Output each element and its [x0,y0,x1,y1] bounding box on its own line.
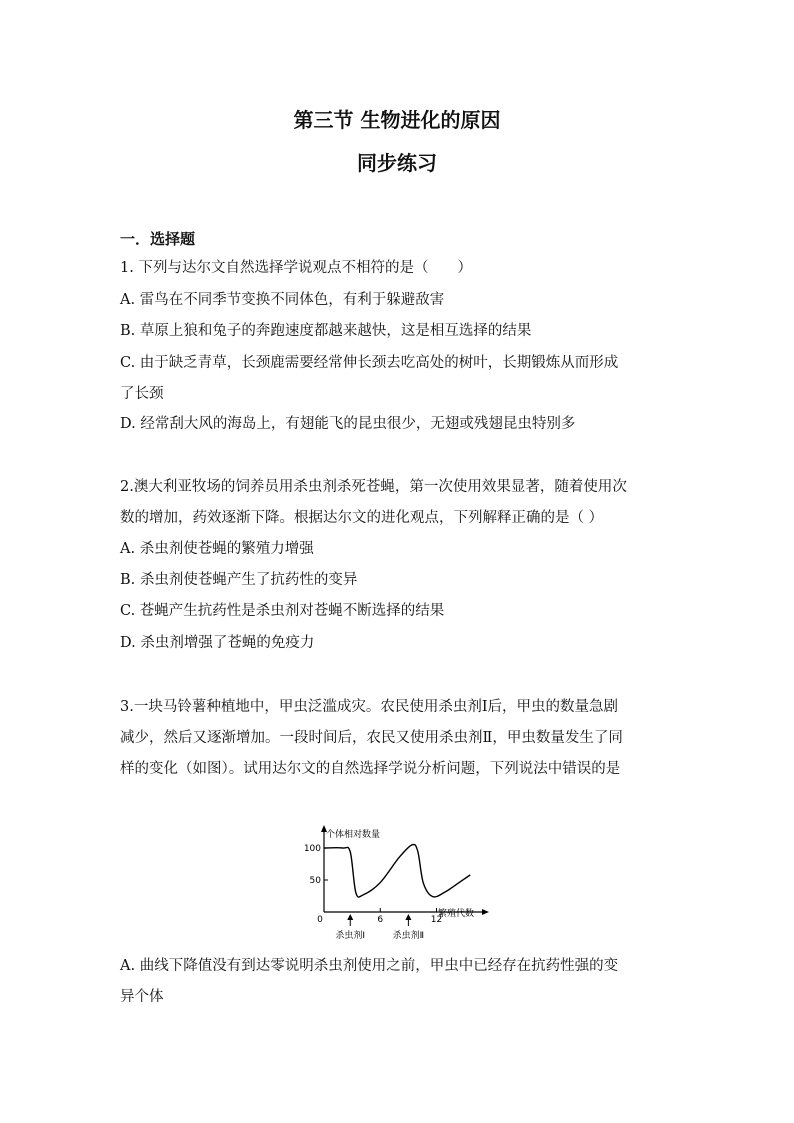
question-1-option-b: B. 草原上狼和兔子的奔跑速度都越来越快，这是相互选择的结果 [120,323,532,339]
question-3-option-a: A. 曲线下降值没有到达零说明杀虫剂使用之前，甲虫中已经存在抗药性强的变 [120,958,619,974]
question-2-stem: 2.澳大利亚牧场的饲养员用杀虫剂杀死苍蝇，第一次使用效果显著，随着使用次 [120,479,627,495]
question-2-stem-cont: 数的增加，药效逐渐下降。根据达尔文的进化观点，下列解释正确的是（ ） [120,510,604,526]
question-1-option-a: A. 雷鸟在不同季节变换不同体色，有利于躲避敌害 [120,292,445,308]
question-3-stem: 3.一块马铃薯种植地中，甲虫泛滥成灾。农民使用杀虫剂Ⅰ后，甲虫的数量急剧 [120,699,619,715]
y-tick-label: 100 [303,844,321,854]
annotation-arrow-head [347,914,353,920]
question-3-option-a-cont: 异个体 [120,989,164,1005]
y-axis-label: 个体相对数量 [326,830,381,840]
x-axis-label: 繁殖代数 [438,909,475,919]
question-2-option-a: A. 杀虫剂使苍蝇的繁殖力增强 [120,541,314,557]
page-title: 第三节 生物进化的原因 [293,108,501,132]
x-axis-arrow [482,909,489,915]
x-tick-label: 0 [317,915,323,925]
question-1-option-c-cont: 了长颈 [120,386,164,402]
y-tick-label: 50 [309,876,321,886]
x-tick-label: 12 [430,915,443,925]
annotation-arrow-head [405,914,411,920]
question-1-option-c: C. 由于缺乏青草，长颈鹿需要经常伸长颈去吃高处的树叶，长期锻炼从而形成 [120,355,619,371]
question-2-option-b: B. 杀虫剂使苍蝇产生了抗药性的变异 [120,572,358,588]
population-chart [296,820,496,942]
x-tick-label: 6 [377,915,384,925]
question-1-stem: 1. 下列与达尔文自然选择学说观点不相符的是（ ） [120,260,472,276]
section-heading: 一．选择题 [120,230,196,248]
page-subtitle: 同步练习 [357,151,437,175]
question-2-option-d: D. 杀虫剂增强了苍蝇的免疫力 [120,635,315,651]
annotation-label: 杀虫剂Ⅱ [392,931,425,941]
annotation-label: 杀虫剂Ⅰ [335,931,366,941]
question-2-option-c: C. 苍蝇产生抗药性是杀虫剂对苍蝇不断选择的结果 [120,603,445,619]
question-1-option-d: D. 经常刮大风的海岛上，有翅能飞的昆虫很少，无翅或残翅昆虫特别多 [120,416,576,432]
question-3-stem-cont-2: 样的变化（如图）。试用达尔文的自然选择学说分析问题，下列说法中错误的是 [120,761,621,777]
question-3-stem-cont-1: 减少，然后又逐渐增加。一段时间后，农民又使用杀虫剂Ⅱ，甲虫数量发生了同 [120,730,623,746]
series-line [324,844,470,897]
